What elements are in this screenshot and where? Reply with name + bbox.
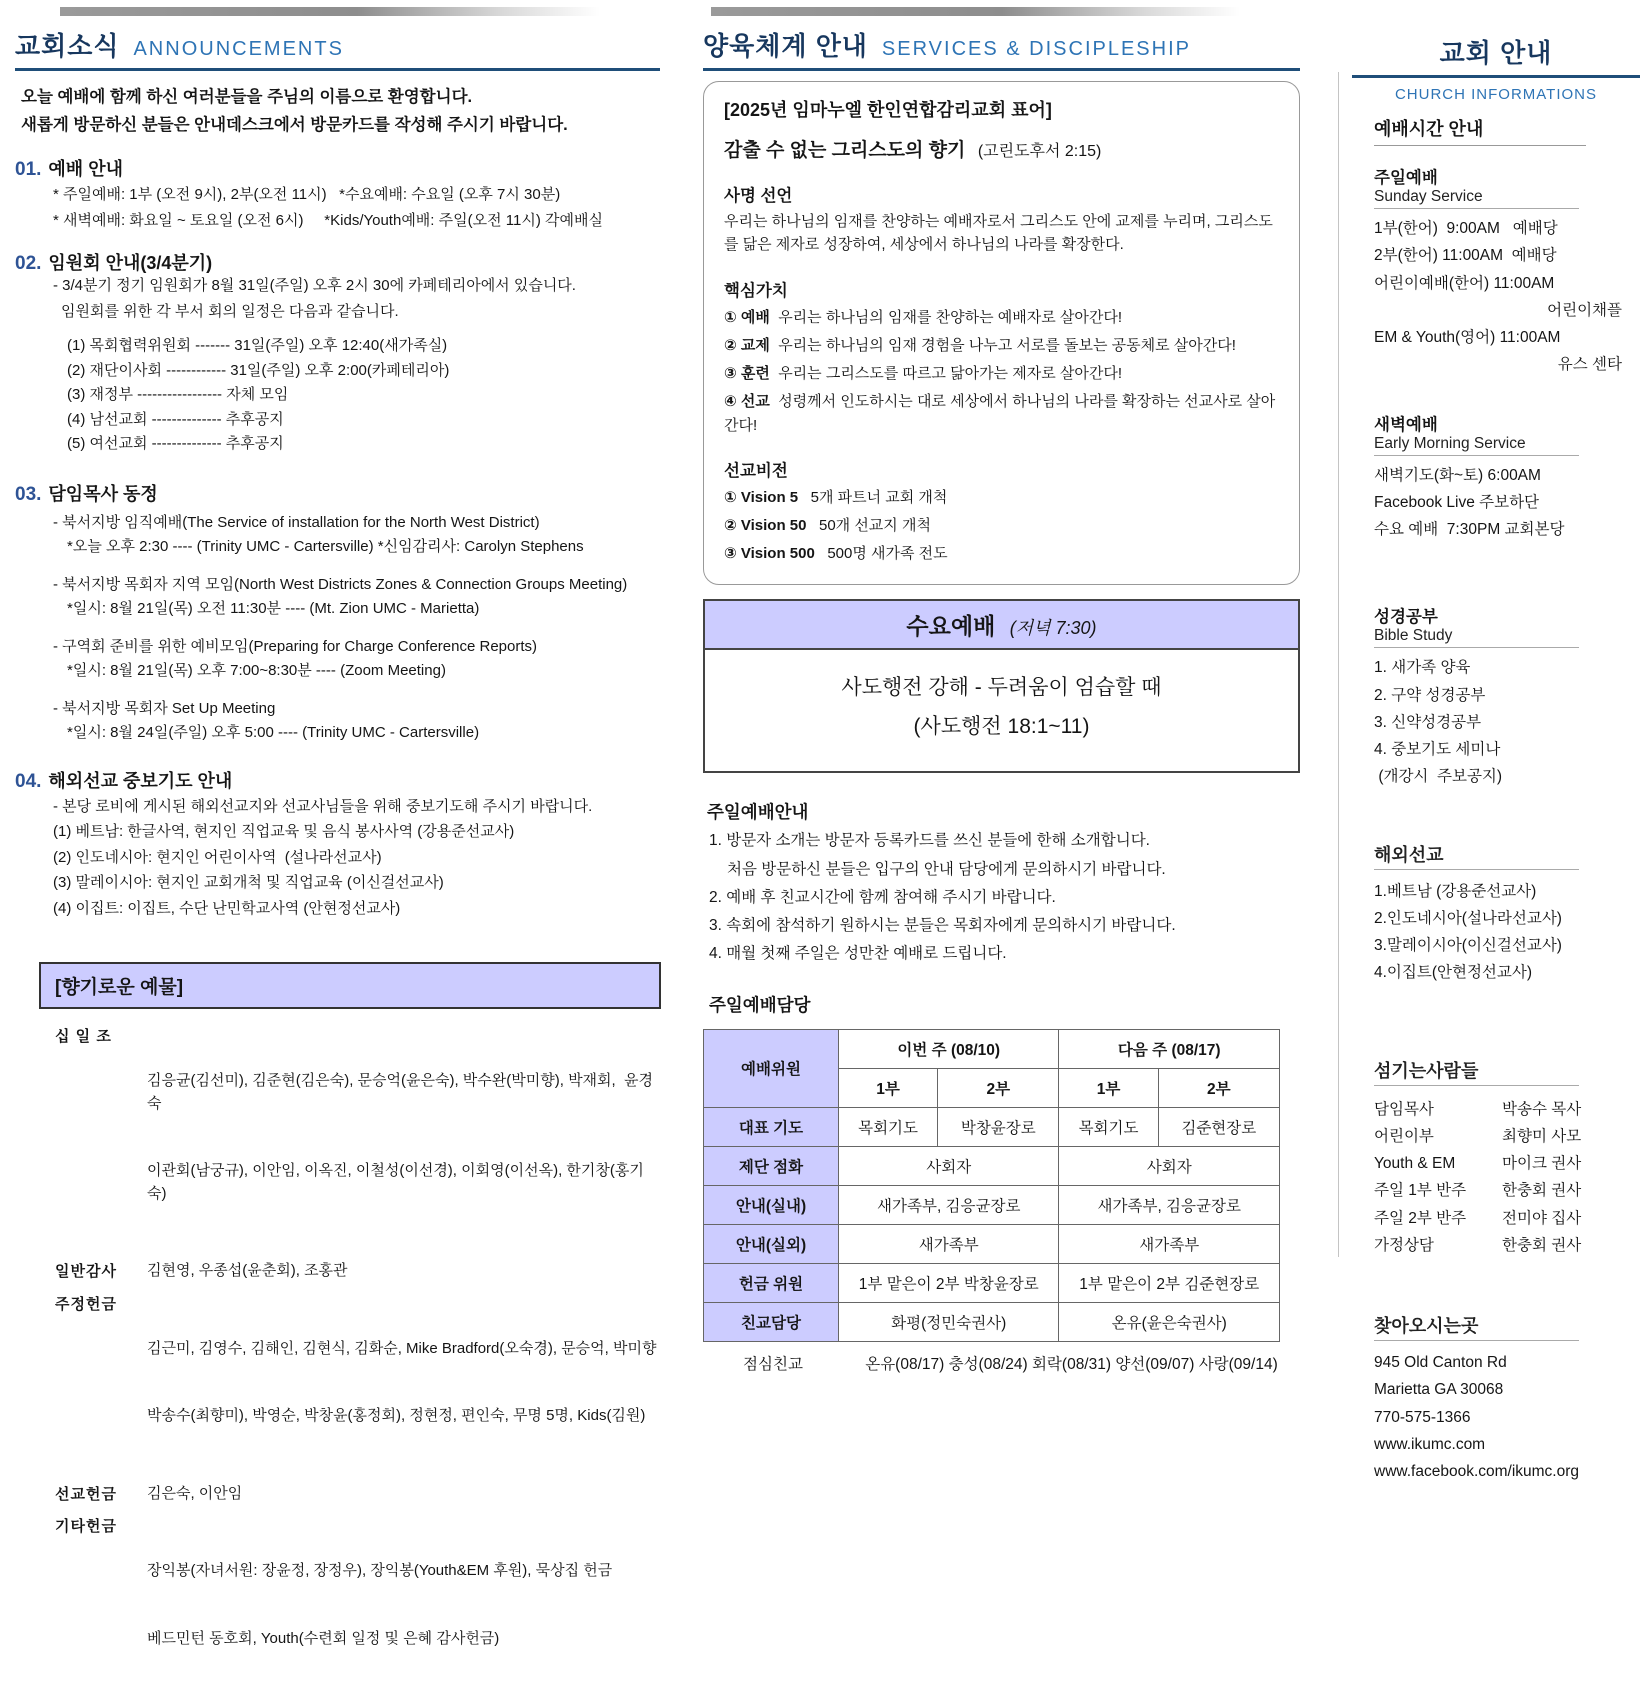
section-overseas-mission <box>15 767 660 921</box>
section-number: 04. <box>15 770 42 792</box>
part-header: 1부 <box>839 1068 938 1107</box>
offering-label: 십 일 조 <box>55 1028 112 1046</box>
table-corner-cell: 예배위원 <box>704 1029 839 1107</box>
service-location: 유스 센타 <box>1557 356 1622 374</box>
offering-names: 김은숙, 이안임 <box>147 1484 243 1502</box>
service-time: 2부(한어) 11:00AM 예배당 <box>1374 247 1557 265</box>
section-board-meeting <box>15 249 660 456</box>
cell: 사회자 <box>839 1146 1059 1185</box>
services-header <box>703 26 1300 71</box>
row-label: 대표 기도 <box>704 1107 839 1146</box>
service-time: 어린이예배(한어) 11:00AM <box>1374 274 1555 292</box>
servants-heading: 섬기는사람들 <box>1374 1057 1579 1086</box>
facebook-url: www.facebook.com/ikumc.org <box>1374 1463 1580 1480</box>
core-value-item: ② 교제 우리는 하나님의 임재 경험을 나누고 서로를 돌보는 공동체로 살아간다! <box>724 336 1236 354</box>
bible-study-item: (개강시 주보공지) <box>1374 768 1503 786</box>
offering-names: 베드민턴 동호회, Youth(수련회 일정 및 은혜 감사헌금) <box>147 1629 500 1647</box>
bible-study-item: 3. 신약성경공부 <box>1374 713 1482 731</box>
cell: 박창윤장로 <box>938 1107 1059 1146</box>
sunday-service-group <box>1374 164 1640 377</box>
cell: 새가족부 <box>839 1224 1059 1263</box>
vision-item: ③ Vision 500 500명 새가족 전도 <box>724 545 948 563</box>
row-label: 친교담당 <box>704 1302 839 1341</box>
missionary-item: 4.이집트(안현정선교사) <box>1374 964 1533 982</box>
decorative-bar <box>60 7 600 16</box>
section-title: 해외선교 중보기도 안내 <box>48 770 233 791</box>
cell: 새가족부 <box>1059 1224 1280 1263</box>
cell: 새가족부, 김응균장로 <box>1059 1185 1280 1224</box>
offering-names: 김현영, 우종섭(윤춘회), 조홍관 <box>147 1262 348 1280</box>
offering-names: 이관회(남궁규), 이안임, 이옥진, 이철성(이선경), 이회영(이선옥), 한기창(홍기숙) <box>147 1162 644 1202</box>
service-time: Facebook Live 주보하단 <box>1374 493 1540 511</box>
guide-item: 1. 방문자 소개는 방문자 등록카드를 쓰신 분들에 한해 소개합니다. <box>709 832 1150 850</box>
mission-vision-title: 선교비전 <box>724 461 788 480</box>
bible-study-group <box>1374 603 1640 788</box>
core-values-title: 핵심가치 <box>724 281 788 300</box>
sunday-service-ko: 주일예배 <box>1374 169 1438 187</box>
overseas-missions-ko: 해외선교 <box>1374 841 1579 870</box>
wednesday-service-box <box>703 599 1300 774</box>
offering-names: 김근미, 김영수, 김해인, 김현식, 김화순, Mike Bradford(오숙경), 문승억, 박미향 <box>147 1339 657 1357</box>
missionary-item: 3.말레이시아(이신걸선교사) <box>1374 937 1562 954</box>
cell: 화평(정민숙권사) <box>839 1302 1059 1341</box>
vision-item: ② Vision 50 50개 선교지 개척 <box>724 517 931 534</box>
offering-row <box>55 1025 660 1250</box>
servants-group <box>1374 1057 1640 1258</box>
bible-study-en: Bible Study <box>1374 627 1579 648</box>
offering-names: 박송수(최향미), 박영순, 박창윤(홍정회), 정현정, 편인숙, 무명 5명, Kids(김원) <box>147 1407 646 1425</box>
table-row <box>704 1107 1280 1146</box>
section-pastor-news <box>15 480 660 745</box>
table-row <box>704 1224 1280 1263</box>
announcements-title-en: ANNOUNCEMENTS <box>133 38 344 60</box>
offering-label: 선교헌금 <box>55 1485 117 1503</box>
sunday-guide-title: 주일예배안내 <box>707 802 809 823</box>
sunday-service-en: Sunday Service <box>1374 188 1579 209</box>
cell: 1부 맡은이 2부 박창윤장로 <box>839 1263 1059 1302</box>
offering-label: 일반감사 <box>55 1263 117 1281</box>
pastor-news-item: - 북서지방 목회자 Set Up Meeting *일시: 8월 24일(주일) 오후 5:00 ---- (Trinity UMC - Cartersville) <box>53 699 480 742</box>
motto-box <box>703 81 1300 585</box>
section-worship-info <box>15 155 660 232</box>
servant-pair: 가정상담 한충회 권사 <box>1374 1236 1582 1254</box>
decorative-bar <box>711 7 1240 16</box>
table-row <box>704 1263 1280 1302</box>
cell: 사회자 <box>1059 1146 1280 1185</box>
service-time: 새벽기도(화~토) 6:00AM <box>1374 466 1541 484</box>
wednesday-sermon-passage: (사도행전 18:1~11) <box>913 715 1090 739</box>
church-info-title-ko: 교회 안내 <box>1439 38 1553 68</box>
service-time: EM & Youth(영어) 11:00AM <box>1374 329 1561 346</box>
service-time: 수요 예배 7:30PM 교회본당 <box>1374 521 1565 538</box>
offering-names: 장익봉(자녀서원: 장윤정, 장정우), 장익봉(Youth&EM 후원), 묵상집 헌금 <box>147 1562 613 1580</box>
website-url: www.ikumc.com <box>1374 1435 1486 1453</box>
services-title-ko: 양육체계 안내 <box>703 31 868 61</box>
worship-line: * 주일예배: 1부 (오전 9시), 2부(오전 11시) *수요예배: 수요일 (오후 7시 30분) <box>53 186 561 204</box>
address-line: 945 Old Canton Rd <box>1374 1354 1507 1371</box>
address-line: Marietta GA 30068 <box>1374 1381 1504 1399</box>
part-header: 2부 <box>1158 1068 1279 1107</box>
offering-names: 김응균(김선미), 김준현(김은숙), 문승억(윤은숙), 박수완(박미향), 박재회, 윤경숙 <box>147 1072 654 1112</box>
welcome-line-1: 오늘 예배에 함께 하신 여러분들을 주님의 이름으로 환영합니다. <box>21 88 473 106</box>
welcome-line-2: 새롭게 방문하신 분들은 안내데스크에서 방문카드를 작성해 주시기 바랍니다. <box>21 115 568 134</box>
board-item: (3) 재정부 ----------------- 자체 모임 <box>67 386 289 404</box>
core-value-item: ④ 선교 성령께서 인도하시는 대로 세상에서 하나님의 나라를 확장하는 선교사로 살아간다! <box>724 393 1276 434</box>
offering-label: 주정헌금 <box>55 1295 117 1313</box>
mission-intro: - 본당 로비에 게시된 해외선교지와 선교사님들을 위해 중보기도해 주시기 바랍니다. <box>53 797 593 815</box>
guide-item: 처음 방문하신 분들은 입구의 안내 담당에게 문의하시기 바랍니다. <box>727 860 1166 878</box>
table-header-row <box>704 1029 1280 1068</box>
directions-heading: 찾아오시는곳 <box>1374 1312 1579 1341</box>
bible-study-ko: 성경공부 <box>1374 608 1438 627</box>
church-motto: 감출 수 없는 그리스도의 향기 <box>724 140 966 161</box>
missionary-item: 2.인도네시아(설나라선교사) <box>1374 909 1562 927</box>
worship-line: * 새벽예배: 화요일 ~ 토요일 (오전 6시) *Kids/Youth예배: 주일(오전 11시) 각예배실 <box>53 211 603 229</box>
core-value-item: ③ 훈련 우리는 그리스도를 따르고 닮아가는 제자로 살아간다! <box>724 365 1122 382</box>
week-header: 이번 주 (08/10) <box>839 1029 1059 1068</box>
table-row <box>704 1185 1280 1224</box>
section-number: 02. <box>15 253 42 275</box>
guide-item: 3. 속회에 참석하기 원하시는 분들은 목회자에게 문의하시기 바랍니다. <box>709 917 1176 935</box>
pastor-news-item: - 구역회 준비를 위한 예비모임(Preparing for Charge Conference Reports) *일시: 8월 21일(목) 오후 7:00~8:30분 ---- (Zoom Meeting) <box>53 637 538 680</box>
section-number: 01. <box>15 159 42 181</box>
servant-pair: Youth & EM 마이크 권사 <box>1374 1155 1582 1172</box>
table-row <box>704 1146 1280 1185</box>
mission-statement-title: 사명 선언 <box>724 187 793 205</box>
bible-study-item: 2. 구약 성경공부 <box>1374 686 1486 704</box>
mission-item: (2) 인도네시아: 현지인 어린이사역 (설나라선교사) <box>53 848 382 866</box>
wednesday-sermon-title: 사도행전 강해 - 두려움이 엄습할 때 <box>841 675 1162 699</box>
directions-group <box>1374 1312 1640 1483</box>
row-label: 안내(실내) <box>704 1185 839 1224</box>
row-label: 안내(실외) <box>704 1224 839 1263</box>
column-divider <box>1338 72 1339 1257</box>
service-location: 어린이채플 <box>1547 301 1622 319</box>
announcements-header <box>15 26 660 71</box>
church-info-header <box>1352 33 1640 78</box>
section-title: 임원회 안내(3/4분기) <box>48 253 213 274</box>
sunday-duty-table <box>703 1029 1280 1342</box>
servant-pair: 담임목사 박송수 목사 <box>1374 1100 1582 1118</box>
announcements-column <box>15 0 660 1695</box>
offering-row <box>55 1293 660 1473</box>
bible-study-item: 4. 중보기도 세미나 <box>1374 741 1501 758</box>
cell: 1부 맡은이 2부 김준현장로 <box>1059 1263 1280 1302</box>
row-label: 제단 점화 <box>704 1146 839 1185</box>
motto-reference: (고린도후서 2:15) <box>977 143 1102 160</box>
board-item: (4) 남선교회 -------------- 추후공지 <box>67 410 284 428</box>
motto-box-title: [2025년 임마누엘 한인연합감리교회 표어] <box>724 100 1052 120</box>
board-intro: - 3/4분기 정기 임원회가 8월 31일(주일) 오후 2시 30에 카페테리아에서 있습니다. <box>53 277 576 295</box>
core-value-item: ① 예배 우리는 하나님의 임재를 찬양하는 예배자로 살아간다! <box>724 308 1122 326</box>
mission-item: (3) 말레이시아: 현지인 교회개척 및 직업교육 (이신걸선교사) <box>53 874 444 892</box>
offering-row <box>55 1515 660 1695</box>
church-info-title-en: CHURCH INFORMATIONS <box>1394 86 1598 103</box>
guide-item: 2. 예배 후 친교시간에 함께 참여해 주시기 바랍니다. <box>709 888 1056 906</box>
announcements-title-ko: 교회소식 <box>15 31 120 61</box>
board-item: (5) 여선교회 -------------- 추후공지 <box>67 435 284 453</box>
duty-table-title: 주일예배담당 <box>709 994 811 1015</box>
cell: 목회기도 <box>1059 1107 1158 1146</box>
vision-item: ① Vision 5 5개 파트너 교회 개척 <box>724 488 948 506</box>
board-item: (1) 목회협력위원회 ------- 31일(주일) 오후 12:40(새가족실) <box>67 337 448 355</box>
pastor-news-item: - 북서지방 목회자 지역 모임(North West Districts Zones & Connection Groups Meeting) *일시: 8월 21일(목) 오전 11:30분 ---- (Mt. Zion UMC - Marietta) <box>53 575 628 618</box>
section-title: 예배 안내 <box>48 159 123 180</box>
cell: 새가족부, 김응균장로 <box>839 1185 1059 1224</box>
week-header: 다음 주 (08/17) <box>1059 1029 1280 1068</box>
mission-item: (4) 이집트: 이집트, 수단 난민학교사역 (안현정선교사) <box>53 899 401 917</box>
pastor-news-item: - 북서지방 임직예배(The Service of installation for the North West District) *오늘 오후 2:30 ---- (Trinity UMC - Cartersville) *신임감리사: Carolyn Stephens <box>53 513 584 556</box>
services-title-en: SERVICES & DISCIPLESHIP <box>881 38 1191 60</box>
wednesday-service-title: 수요예배 <box>906 612 996 639</box>
section-number: 03. <box>15 483 42 505</box>
lunch-label: 점심친교 <box>743 1355 803 1373</box>
service-times-heading: 예배시간 안내 <box>1374 115 1586 146</box>
bible-study-item: 1. 새가족 양육 <box>1374 659 1471 677</box>
board-intro: 임원회를 위한 각 부서 회의 일정은 다음과 같습니다. <box>61 302 399 320</box>
offering-row <box>55 1483 660 1506</box>
services-column <box>703 0 1300 1374</box>
dawn-service-en: Early Morning Service <box>1374 435 1579 456</box>
row-label: 헌금 위원 <box>704 1263 839 1302</box>
service-time: 1부(한어) 9:00AM 예배당 <box>1374 220 1558 237</box>
board-item: (2) 재단이사회 ------------ 31일(주일) 오후 2:00(카페테리아) <box>67 361 450 379</box>
mission-item: (1) 베트남: 한글사역, 현지인 직업교육 및 음식 봉사사역 (강용준선교사) <box>53 823 515 841</box>
servant-pair: 주일 1부 반주 한충회 권사 <box>1374 1182 1582 1200</box>
phone-number: 770-575-1366 <box>1374 1408 1471 1426</box>
servant-pair: 주일 2부 반주 전미야 집사 <box>1374 1209 1582 1227</box>
guide-item: 4. 매월 첫째 주일은 성만찬 예배로 드립니다. <box>709 945 1007 963</box>
church-info-column <box>1352 0 1640 1483</box>
dawn-service-ko: 새벽예배 <box>1374 415 1438 434</box>
part-header: 2부 <box>938 1068 1059 1107</box>
lunch-schedule: 온유(08/17) 충성(08/24) 회락(08/31) 양선(09/07) 사랑(09/14) <box>865 1355 1278 1373</box>
wednesday-service-time: (저녁 7:30) <box>1009 617 1097 638</box>
offering-box-title: [향기로운 예물] <box>39 962 661 1009</box>
cell: 온유(윤은숙권사) <box>1059 1302 1280 1341</box>
offering-label: 기타헌금 <box>55 1518 117 1536</box>
mission-statement-body: 우리는 하나님의 임재를 찬양하는 예배자로서 그리스도 안에 교제를 누리며, 그리스도를 닮은 제자로 성장하여, 세상에서 하나님의 나라를 확장한다. <box>724 213 1273 254</box>
missionary-item: 1.베트남 (강용준선교사) <box>1374 882 1537 900</box>
part-header: 1부 <box>1059 1068 1158 1107</box>
lunch-fellowship-row <box>703 1352 1300 1374</box>
dawn-service-group <box>1374 411 1640 542</box>
cell: 김준현장로 <box>1158 1107 1279 1146</box>
section-title: 담임목사 동정 <box>48 483 158 504</box>
table-row <box>704 1302 1280 1341</box>
offering-row <box>55 1260 660 1283</box>
cell: 목회기도 <box>839 1107 938 1146</box>
overseas-missions-group <box>1374 841 1640 985</box>
servant-pair: 어린이부 최향미 사모 <box>1374 1127 1582 1145</box>
